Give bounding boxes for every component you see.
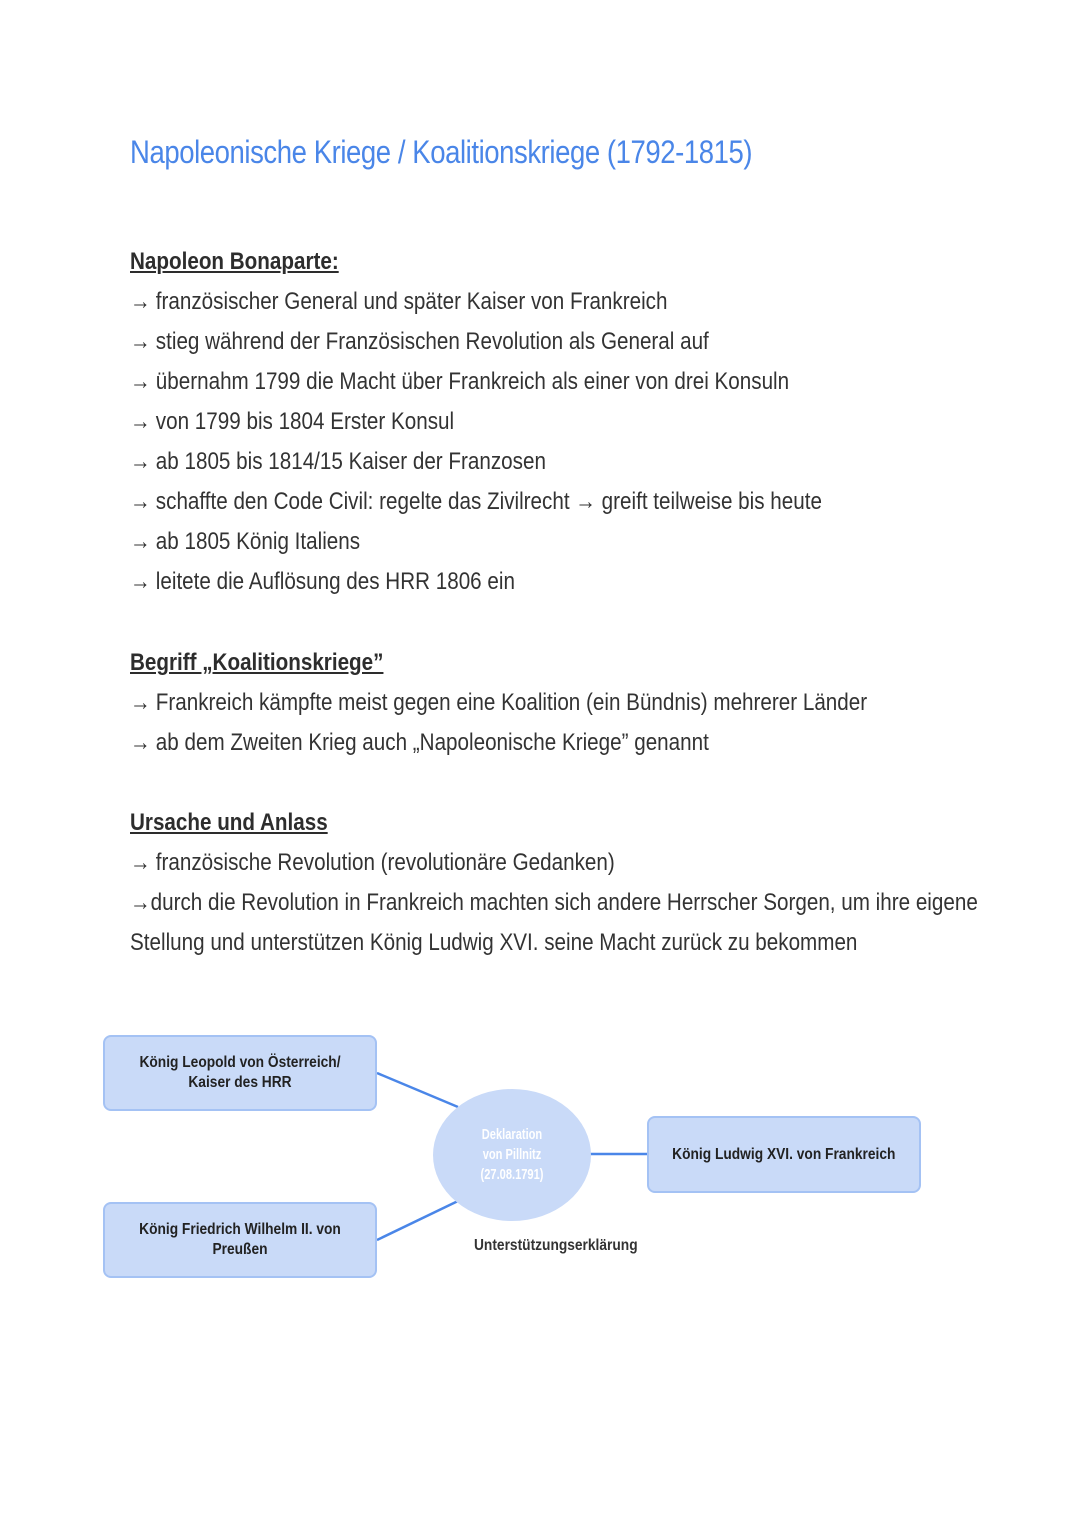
arrow-icon: → [130,288,151,315]
diagram-caption: Unterstützungserklärung [474,1237,638,1254]
list-item: → französische Revolution (revolutionäre Gedanken) [130,849,615,876]
list-item: →durch die Revolution in Frankreich machten sich andere Herrscher Sorgen, um ihre eigene Stellung und unterstützen König Ludwig XVI. seine Macht zurück zu bekommen [130,889,978,956]
box-ludwig: König Ludwig XVI. von Frankreich [647,1116,921,1193]
arrow-icon: → [130,528,151,555]
list-item: → schaffte den Code Civil: regelte das Zivilrecht → greift teilweise bis heute [130,488,822,515]
arrow-icon: → [130,328,151,355]
connector-leopold [377,1073,458,1107]
box-leopold: König Leopold von Österreich/ Kaiser des HRR [103,1035,377,1111]
list-item: → französischer General und später Kaiser von Frankreich [130,288,668,315]
arrow-icon: → [130,689,151,716]
list-item: → Frankreich kämpfte meist gegen eine Koalition (ein Bündnis) mehrerer Länder [130,689,868,716]
arrow-icon: → [130,488,151,515]
section-napoleon [130,242,1010,602]
arrow-icon: → [130,568,151,595]
list-item: → stieg während der Französischen Revolution als General auf [130,328,709,355]
arrow-icon: → [130,889,151,916]
arrow-icon: → [130,729,151,756]
arrow-icon: → [130,368,151,395]
section-heading: Napoleon Bonaparte: [130,248,339,275]
arrow-icon: → [130,448,151,475]
arrow-icon: → [130,849,151,876]
list-item: → ab dem Zweiten Krieg auch „Napoleonische Kriege” genannt [130,729,709,756]
list-item: → ab 1805 König Italiens [130,528,361,555]
center-node-deklaration: Deklaration von Pillnitz (27.08.1791) [433,1089,591,1221]
list-item: → übernahm 1799 die Macht über Frankreich als einer von drei Konsuln [130,368,790,395]
box-friedrich: König Friedrich Wilhelm II. von Preußen [103,1202,377,1278]
page-title: Napoleonische Kriege / Koalitionskriege (1792-1815) [130,134,753,170]
connector-friedrich [377,1201,458,1240]
list-item: → ab 1805 bis 1814/15 Kaiser der Franzosen [130,448,546,475]
list-item: → von 1799 bis 1804 Erster Konsul [130,408,455,435]
section-heading: Ursache und Anlass [130,809,328,836]
section-koalitionskriege [130,643,1010,763]
section-ursache [130,803,1010,963]
list-item: → leitete die Auflösung des HRR 1806 ein [130,568,515,595]
arrow-icon: → [130,408,151,435]
section-heading: Begriff „Koalitionskriege” [130,649,384,676]
